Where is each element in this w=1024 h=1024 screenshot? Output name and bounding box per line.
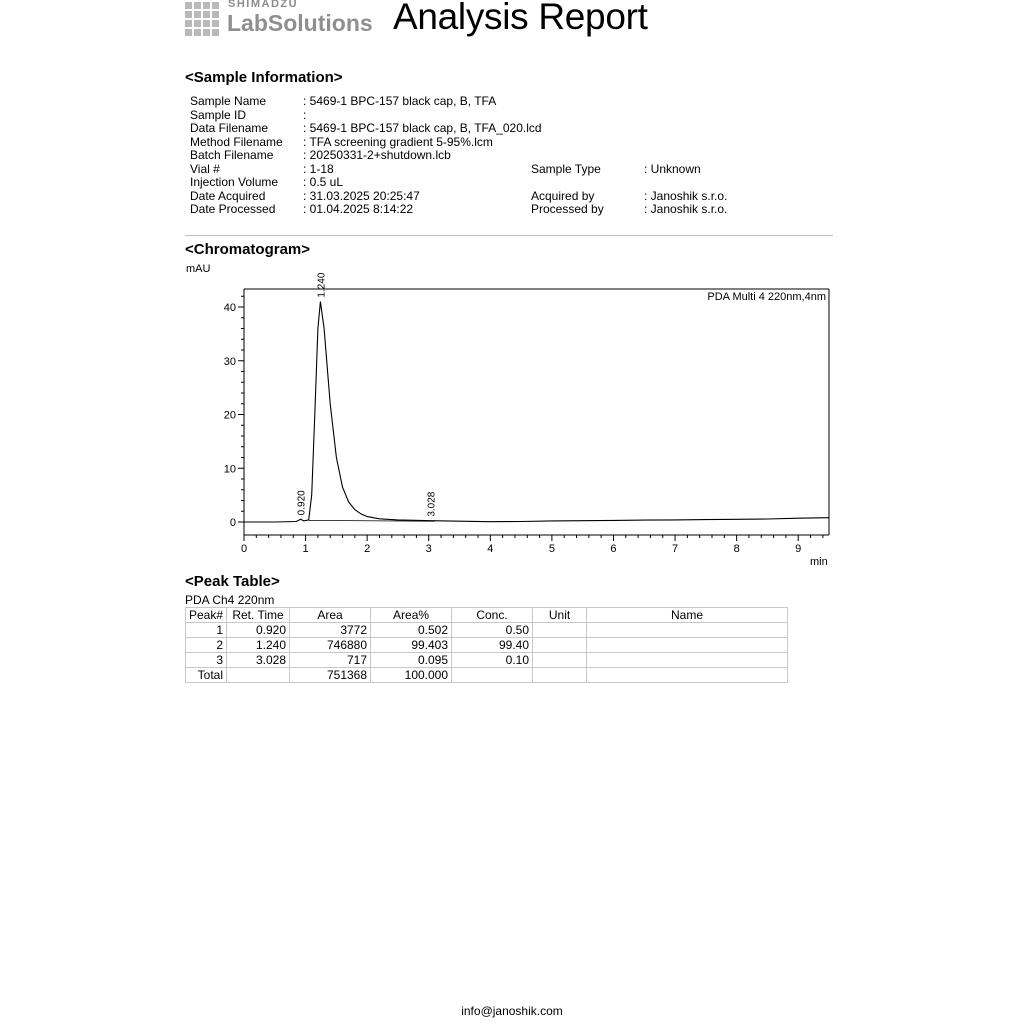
info-label-vial: Vial # [190, 161, 220, 176]
cell-conc: 0.10 [452, 653, 533, 668]
column-header-peak: Peak# [186, 608, 227, 623]
table-row [186, 653, 788, 668]
cell-area: 717 [290, 653, 371, 668]
cell-total-ret-time [227, 668, 290, 683]
column-header-unit: Unit [533, 608, 587, 623]
table-total-row [186, 668, 788, 683]
logo-product-text: LabSolutions [227, 10, 373, 36]
cell-unit [533, 623, 587, 638]
info-value-sample-id: : [303, 107, 307, 122]
cell-peak: 1 [186, 623, 227, 638]
column-header-area-percent: Area% [371, 608, 452, 623]
cell-area-percent: 0.502 [371, 623, 452, 638]
info-label-data-filename: Data Filename [190, 121, 269, 135]
peak-label: 3.028 [426, 491, 438, 517]
cell-name [587, 623, 788, 638]
logo-brand-text: SHIMADZU [228, 0, 299, 10]
info-label-sample-id: Sample ID [190, 107, 247, 122]
column-header-conc: Conc. [452, 608, 533, 623]
info-value-data-filename: : 5469-1 BPC-157 black cap, B, TFA_020.lcd [303, 121, 542, 135]
x-tick-label: 4 [487, 543, 494, 555]
peak-table-heading: <Peak Table> [185, 573, 280, 590]
cell-ret-time: 0.920 [227, 623, 290, 638]
peak-table-channel: PDA Ch4 220nm [185, 593, 275, 607]
footer-email: info@janoshik.com [461, 1004, 563, 1018]
y-tick-label: 20 [223, 409, 236, 422]
chromatogram-trace [244, 302, 829, 522]
cell-total-conc [452, 668, 533, 683]
y-tick-label: 10 [223, 463, 236, 476]
cell-total-unit [533, 668, 587, 683]
cell-total-label: Total [186, 668, 227, 683]
info-value-vial: : 1-18 [303, 161, 334, 176]
cell-total-area-percent: 100.000 [371, 668, 452, 683]
info-value-injection-volume: : 0.5 uL [303, 175, 344, 189]
info-label-sample-type: Sample Type [531, 161, 601, 176]
info-value-sample-type: : Unknown [644, 161, 701, 176]
info-label-acquired-by: Acquired by [531, 188, 595, 203]
peak-label: 0.920 [296, 490, 308, 516]
cell-peak: 3 [186, 653, 227, 668]
info-label-method-filename: Method Filename [190, 134, 283, 149]
cell-total-area: 751368 [290, 668, 371, 683]
x-tick-label: 2 [364, 543, 371, 555]
cell-area: 746880 [290, 638, 371, 653]
cell-name [587, 638, 788, 653]
x-tick-label: 6 [610, 543, 617, 555]
sample-information-heading: <Sample Information> [185, 69, 343, 86]
chromatogram-channel-label: PDA Multi 4 220nm,4nm [707, 291, 826, 303]
info-label-date-acquired: Date Acquired [190, 188, 266, 203]
info-label-batch-filename: Batch Filename [190, 148, 274, 162]
info-value-batch-filename: : 20250331-2+shutdown.lcb [303, 148, 451, 162]
x-tick-label: 1 [302, 543, 309, 555]
info-value-date-processed: : 01.04.2025 8:14:22 [303, 202, 414, 216]
x-tick-label: 5 [548, 543, 555, 555]
cell-name [587, 653, 788, 668]
peak-label: 1.240 [316, 272, 328, 298]
x-tick-label: 8 [733, 543, 740, 555]
cell-unit [533, 638, 587, 653]
chromatogram-heading: <Chromatogram> [185, 241, 311, 258]
info-value-sample-name: : 5469-1 BPC-157 black cap, B, TFA [303, 94, 497, 108]
info-label-processed-by: Processed by [531, 202, 604, 216]
cell-ret-time: 1.240 [227, 638, 290, 653]
y-tick-label: 0 [229, 517, 236, 529]
info-value-processed-by: : Janoshik s.r.o. [644, 202, 728, 216]
table-row [186, 638, 788, 653]
cell-peak: 2 [186, 638, 227, 653]
cell-conc: 0.50 [452, 623, 533, 638]
x-tick-label: 9 [795, 543, 802, 555]
info-value-acquired-by: : Janoshik s.r.o. [644, 188, 728, 203]
y-tick-label: 30 [223, 355, 236, 368]
info-label-sample-name: Sample Name [190, 94, 267, 108]
x-axis-unit: min [810, 556, 828, 568]
x-tick-label: 3 [425, 543, 432, 555]
cell-total-name [587, 668, 788, 683]
report-title: Analysis Report [393, 0, 648, 37]
cell-area: 3772 [290, 623, 371, 638]
peak-table [185, 607, 788, 683]
info-value-method-filename: : TFA screening gradient 5-95%.lcm [303, 134, 493, 149]
info-label-injection-volume: Injection Volume [190, 175, 279, 189]
cell-area-percent: 99.403 [371, 638, 452, 653]
table-row [186, 623, 788, 638]
x-tick-label: 0 [240, 543, 248, 555]
column-header-name: Name [587, 608, 788, 623]
cell-unit [533, 653, 587, 668]
y-axis-unit: mAU [186, 263, 211, 275]
info-value-date-acquired: : 31.03.2025 20:25:47 [303, 188, 420, 203]
cell-conc: 99.40 [452, 638, 533, 653]
info-label-date-processed: Date Processed [190, 202, 276, 216]
y-tick-label: 40 [223, 302, 236, 314]
cell-ret-time: 3.028 [227, 653, 290, 668]
x-tick-label: 7 [671, 543, 679, 555]
peak-table-header-row [186, 608, 788, 623]
column-header-ret-time: Ret. Time [227, 608, 290, 623]
column-header-area: Area [290, 608, 371, 623]
cell-area-percent: 0.095 [371, 653, 452, 668]
